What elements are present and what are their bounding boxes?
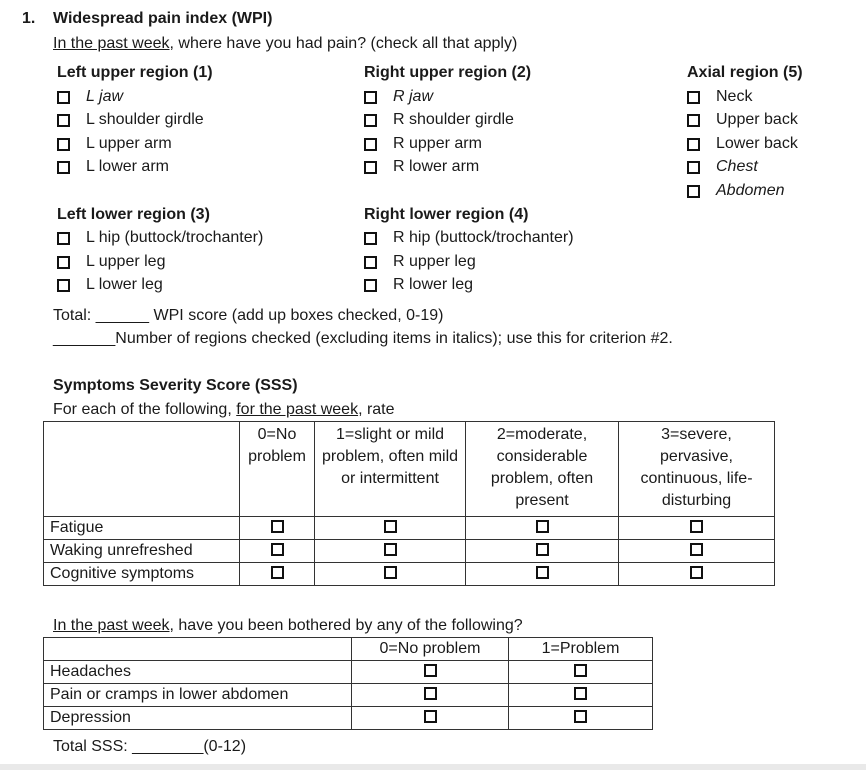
checkbox-l-lower-arm[interactable] bbox=[57, 157, 169, 177]
checkbox-icon[interactable] bbox=[57, 161, 70, 174]
checkbox-lower-back[interactable] bbox=[687, 134, 798, 154]
bothered-row-label: Depression bbox=[44, 707, 352, 730]
sss-cell[interactable] bbox=[619, 517, 775, 540]
bothered-question bbox=[53, 616, 523, 636]
checkbox-icon[interactable] bbox=[57, 232, 70, 245]
checkbox-icon[interactable] bbox=[364, 138, 377, 151]
item-label: R upper arm bbox=[393, 135, 482, 152]
checkbox-icon[interactable] bbox=[384, 543, 397, 556]
item-label: L jaw bbox=[86, 88, 124, 105]
sss-row-label: Cognitive symptoms bbox=[44, 563, 240, 586]
checkbox-icon[interactable] bbox=[687, 91, 700, 104]
checkbox-icon[interactable] bbox=[424, 687, 437, 700]
item-label: Neck bbox=[716, 88, 753, 105]
sss-col-1: 1=slight or mild problem, often mild or intermittent bbox=[315, 422, 466, 517]
checkbox-icon[interactable] bbox=[57, 138, 70, 151]
bothered-cell[interactable] bbox=[352, 661, 509, 684]
sss-cell[interactable] bbox=[240, 563, 315, 586]
axial-title: Axial region (5) bbox=[687, 64, 803, 81]
regions-count-line: _______Number of regions checked (excluding items in italics); use this for criterion #2. bbox=[53, 330, 673, 347]
checkbox-neck[interactable] bbox=[687, 87, 752, 107]
checkbox-r-jaw[interactable] bbox=[364, 87, 433, 107]
checkbox-r-shoulder-girdle[interactable] bbox=[364, 110, 514, 130]
bothered-cell[interactable] bbox=[509, 707, 653, 730]
checkbox-r-lower-arm[interactable] bbox=[364, 157, 479, 177]
item-label: R upper leg bbox=[393, 253, 476, 270]
bothered-header-row bbox=[44, 638, 653, 661]
sss-cell[interactable] bbox=[619, 540, 775, 563]
checkbox-icon[interactable] bbox=[424, 664, 437, 677]
bothered-table bbox=[43, 637, 653, 730]
bothered-cell[interactable] bbox=[509, 661, 653, 684]
item-label: Upper back bbox=[716, 111, 798, 128]
sss-intro-prefix: For each of the following, bbox=[53, 401, 237, 418]
bothered-row-headaches bbox=[44, 661, 653, 684]
item-label: L hip (buttock/trochanter) bbox=[86, 229, 264, 246]
checkbox-icon[interactable] bbox=[690, 543, 703, 556]
item-label: L lower leg bbox=[86, 276, 163, 293]
sss-cell[interactable] bbox=[240, 517, 315, 540]
bothered-cell[interactable] bbox=[509, 684, 653, 707]
checkbox-icon[interactable] bbox=[57, 114, 70, 127]
wpi-question bbox=[53, 34, 517, 54]
sss-total-line: Total SSS: ________(0-12) bbox=[53, 738, 247, 755]
checkbox-chest[interactable] bbox=[687, 157, 758, 177]
left-lower-title: Left lower region (3) bbox=[57, 206, 210, 223]
sss-cell[interactable] bbox=[466, 563, 619, 586]
sss-col-3: 3=severe, pervasive, continuous, life-disturbing bbox=[619, 422, 775, 517]
bothered-cell[interactable] bbox=[352, 684, 509, 707]
checkbox-icon[interactable] bbox=[687, 161, 700, 174]
checkbox-l-jaw[interactable] bbox=[57, 87, 123, 107]
checkbox-icon[interactable] bbox=[364, 232, 377, 245]
checkbox-icon[interactable] bbox=[687, 138, 700, 151]
checkbox-abdomen[interactable] bbox=[687, 181, 785, 201]
right-upper-title: Right upper region (2) bbox=[364, 64, 532, 81]
wpi-total-line: Total: ______ WPI score (add up boxes checked, 0-19) bbox=[53, 307, 444, 324]
sss-row-label: Fatigue bbox=[44, 517, 240, 540]
item-label: Lower back bbox=[716, 135, 798, 152]
checkbox-icon[interactable] bbox=[364, 91, 377, 104]
checkbox-icon[interactable] bbox=[57, 91, 70, 104]
wpi-question-rest: , where have you had pain? (check all that apply) bbox=[169, 35, 518, 52]
wpi-question-underlined: In the past week bbox=[53, 35, 170, 52]
item-label: L upper leg bbox=[86, 253, 166, 270]
sss-row-label: Waking unrefreshed bbox=[44, 540, 240, 563]
sss-row-fatigue bbox=[44, 517, 775, 540]
bothered-row-label: Pain or cramps in lower abdomen bbox=[44, 684, 352, 707]
checkbox-icon[interactable] bbox=[687, 185, 700, 198]
checkbox-upper-back[interactable] bbox=[687, 110, 798, 130]
item-label: R lower leg bbox=[393, 276, 474, 293]
checkbox-icon[interactable] bbox=[690, 520, 703, 533]
sss-intro-underlined: for the past week bbox=[236, 401, 359, 418]
sss-intro bbox=[53, 400, 395, 420]
checkbox-r-upper-leg[interactable] bbox=[364, 252, 476, 272]
sss-cell[interactable] bbox=[315, 563, 466, 586]
checkbox-icon[interactable] bbox=[536, 566, 549, 579]
bothered-header-blank bbox=[44, 638, 352, 661]
sss-cell[interactable] bbox=[315, 517, 466, 540]
sss-row-waking bbox=[44, 540, 775, 563]
checkbox-l-shoulder-girdle[interactable] bbox=[57, 110, 204, 130]
item-label: L upper arm bbox=[86, 135, 172, 152]
item-label: R lower arm bbox=[393, 158, 480, 175]
checkbox-icon[interactable] bbox=[364, 114, 377, 127]
sss-cell[interactable] bbox=[466, 517, 619, 540]
checkbox-l-hip[interactable] bbox=[57, 228, 263, 248]
checkbox-l-upper-leg[interactable] bbox=[57, 252, 165, 272]
section-number: 1. bbox=[22, 10, 36, 27]
item-label: Abdomen bbox=[716, 182, 785, 199]
checkbox-r-upper-arm[interactable] bbox=[364, 134, 482, 154]
sss-table bbox=[43, 421, 775, 586]
bothered-row-label: Headaches bbox=[44, 661, 352, 684]
sss-cell[interactable] bbox=[240, 540, 315, 563]
bothered-underlined: In the past week bbox=[53, 617, 170, 634]
checkbox-icon[interactable] bbox=[364, 279, 377, 292]
checkbox-icon[interactable] bbox=[574, 687, 587, 700]
checkbox-icon[interactable] bbox=[384, 520, 397, 533]
bothered-col-1: 1=Problem bbox=[509, 638, 653, 661]
checkbox-icon[interactable] bbox=[57, 256, 70, 269]
checkbox-l-lower-leg[interactable] bbox=[57, 275, 163, 295]
wpi-heading: Widespread pain index (WPI) bbox=[53, 10, 273, 27]
sss-heading: Symptoms Severity Score (SSS) bbox=[53, 377, 298, 394]
item-label: L shoulder girdle bbox=[86, 111, 204, 128]
checkbox-r-hip[interactable] bbox=[364, 228, 574, 248]
item-label: R jaw bbox=[393, 88, 434, 105]
checkbox-icon[interactable] bbox=[536, 543, 549, 556]
sss-cell[interactable] bbox=[466, 540, 619, 563]
checkbox-icon[interactable] bbox=[271, 543, 284, 556]
sss-intro-suffix: , rate bbox=[358, 401, 395, 418]
checkbox-r-lower-leg[interactable] bbox=[364, 275, 473, 295]
sss-col-0: 0=No problem bbox=[240, 422, 315, 517]
sss-header-row bbox=[44, 422, 775, 517]
checkbox-icon[interactable] bbox=[57, 279, 70, 292]
sss-header-blank bbox=[44, 422, 240, 517]
sss-row-cognitive bbox=[44, 563, 775, 586]
checkbox-icon[interactable] bbox=[424, 710, 437, 723]
checkbox-icon[interactable] bbox=[364, 161, 377, 174]
item-label: R hip (buttock/trochanter) bbox=[393, 229, 574, 246]
sss-cell[interactable] bbox=[619, 563, 775, 586]
bothered-row-abdomen bbox=[44, 684, 653, 707]
checkbox-icon[interactable] bbox=[384, 566, 397, 579]
page-bottom-edge bbox=[0, 764, 866, 770]
left-upper-title: Left upper region (1) bbox=[57, 64, 213, 81]
checkbox-icon[interactable] bbox=[574, 664, 587, 677]
bothered-row-depression bbox=[44, 707, 653, 730]
checkbox-icon[interactable] bbox=[536, 520, 549, 533]
item-label: L lower arm bbox=[86, 158, 169, 175]
bothered-cell[interactable] bbox=[352, 707, 509, 730]
checkbox-icon[interactable] bbox=[271, 566, 284, 579]
sss-cell[interactable] bbox=[315, 540, 466, 563]
checkbox-icon[interactable] bbox=[271, 520, 284, 533]
checkbox-icon[interactable] bbox=[687, 114, 700, 127]
checkbox-icon[interactable] bbox=[364, 256, 377, 269]
checkbox-icon[interactable] bbox=[574, 710, 587, 723]
sss-col-2: 2=moderate, considerable problem, often present bbox=[466, 422, 619, 517]
item-label: Chest bbox=[716, 158, 758, 175]
checkbox-l-upper-arm[interactable] bbox=[57, 134, 172, 154]
right-lower-title: Right lower region (4) bbox=[364, 206, 529, 223]
item-label: R shoulder girdle bbox=[393, 111, 514, 128]
bothered-col-0: 0=No problem bbox=[352, 638, 509, 661]
checkbox-icon[interactable] bbox=[690, 566, 703, 579]
bothered-rest: , have you been bothered by any of the following? bbox=[169, 617, 523, 634]
